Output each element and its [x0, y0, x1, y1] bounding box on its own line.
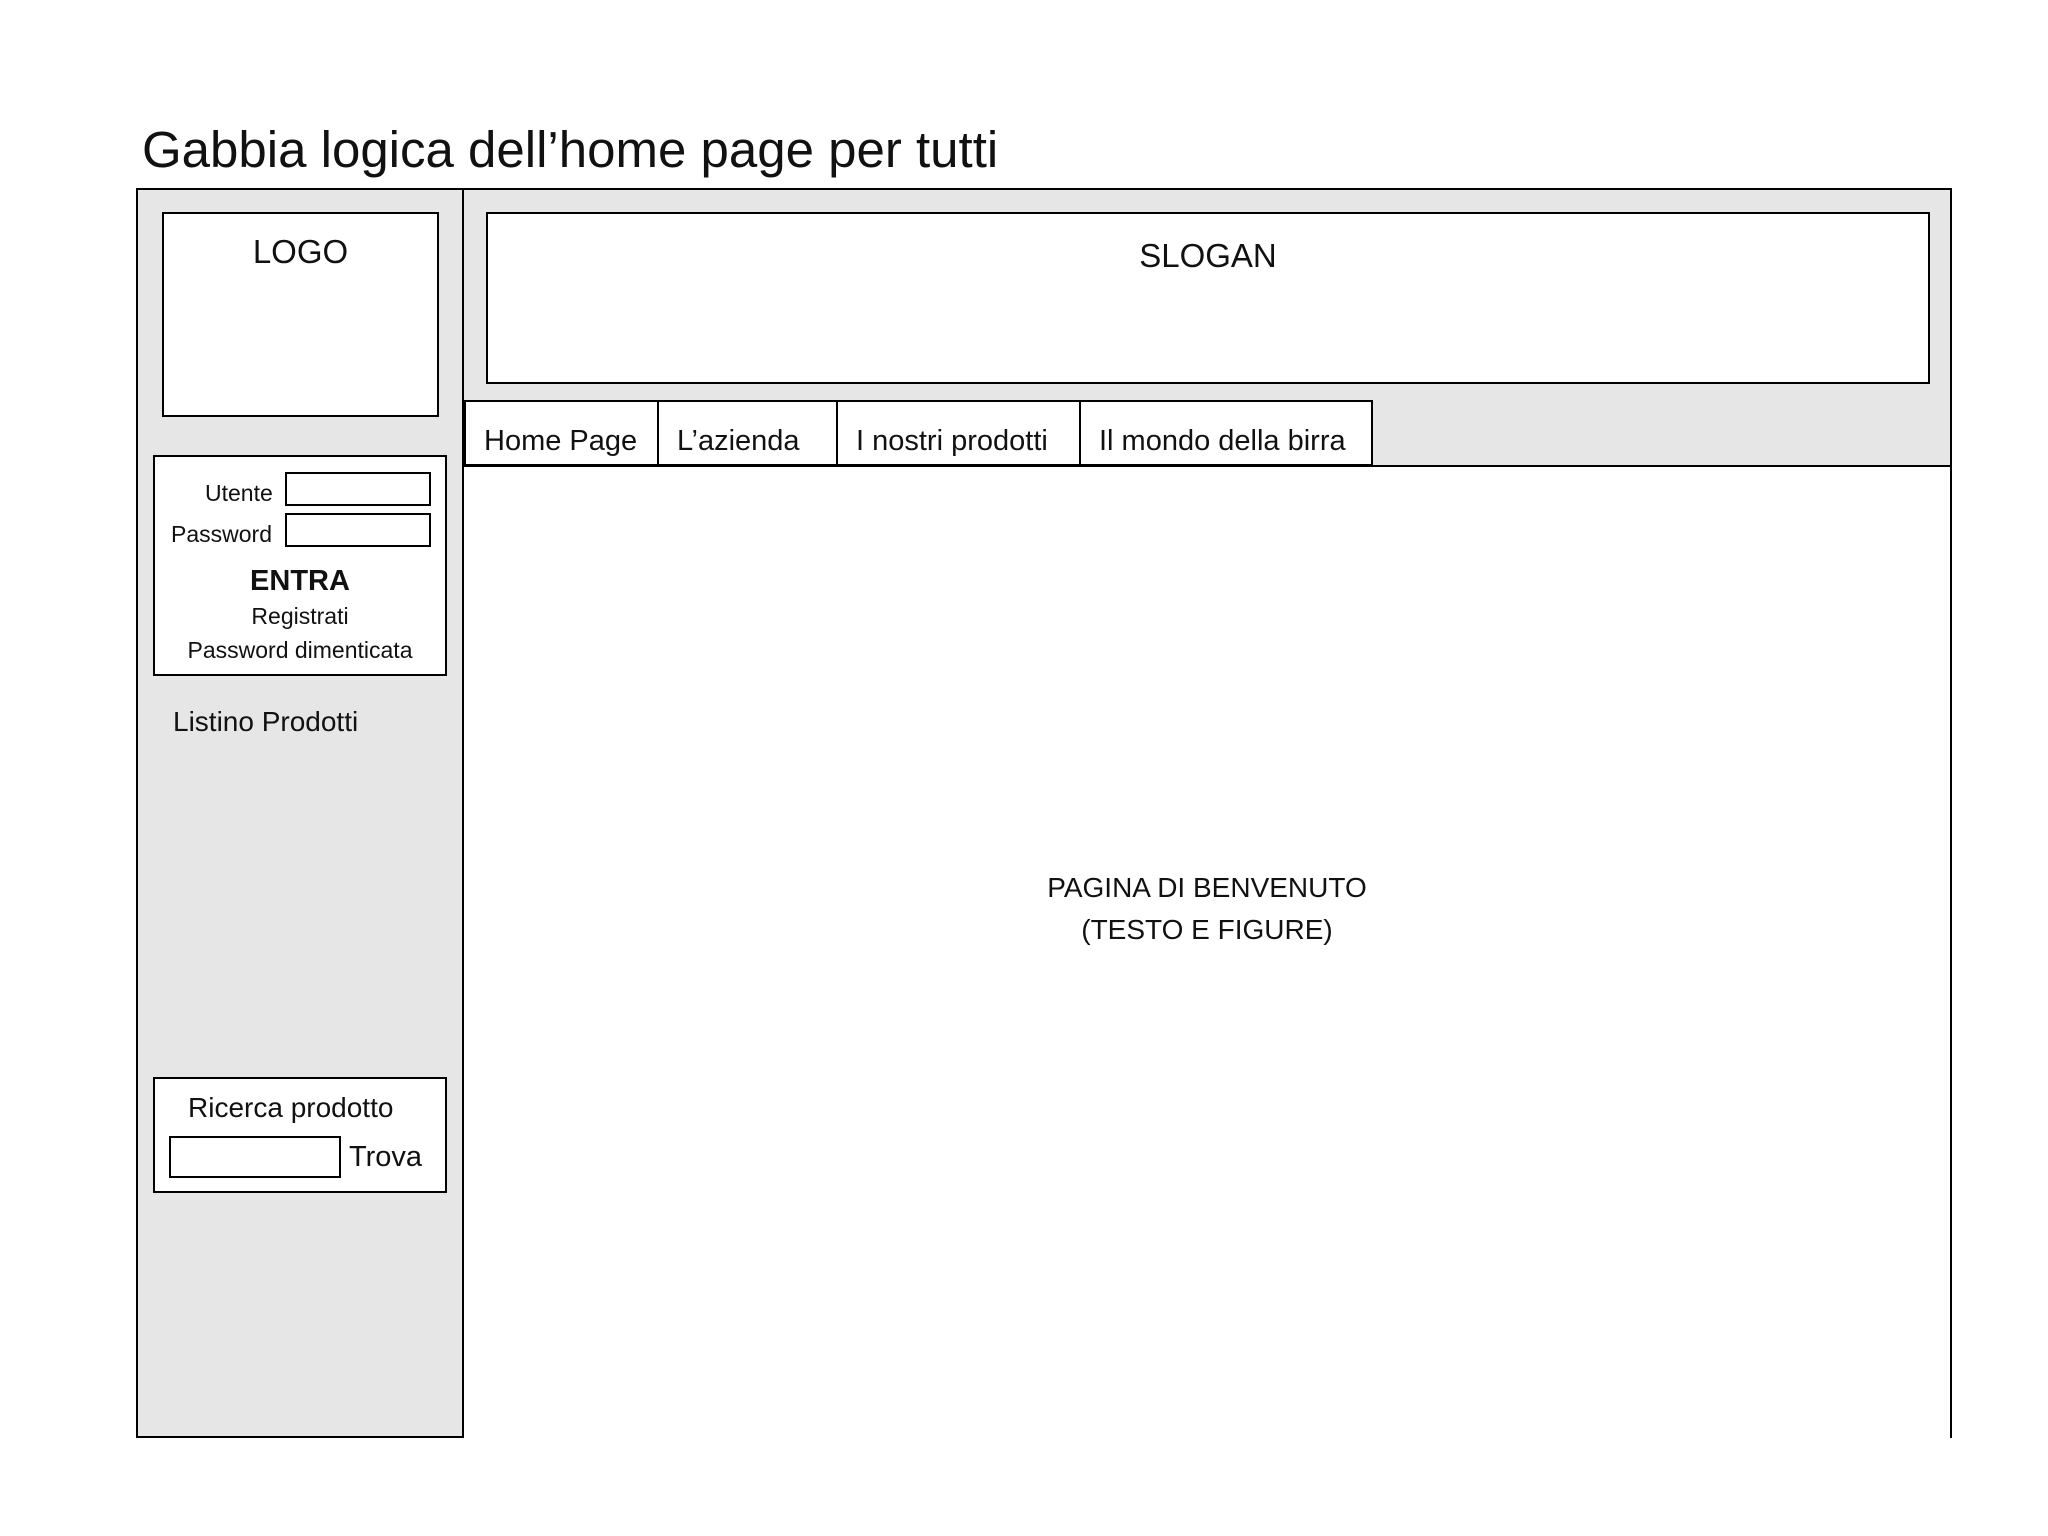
login-button[interactable]: ENTRA: [250, 565, 350, 597]
find-button[interactable]: Trova: [349, 1141, 423, 1173]
forgot-password-link[interactable]: Password dimenticata: [187, 637, 413, 663]
product-list-link[interactable]: Listino Prodotti: [173, 706, 359, 737]
tab-home-page[interactable]: Home Page: [464, 400, 659, 466]
logo-box[interactable]: [162, 212, 439, 417]
product-search-input[interactable]: [169, 1136, 341, 1178]
register-link[interactable]: Registrati: [251, 603, 349, 629]
page-title: Gabbia logica dell’home page per tutti: [142, 121, 999, 178]
product-search-title: Ricerca prodotto: [188, 1092, 394, 1123]
product-search-box: [153, 1077, 447, 1193]
password-field[interactable]: [285, 513, 431, 547]
welcome-content-area: [464, 465, 1950, 1438]
password-label: Password: [171, 521, 272, 547]
tab-our-products[interactable]: I nostri prodotti: [836, 400, 1081, 466]
username-field[interactable]: [285, 472, 431, 506]
slogan-label: SLOGAN: [1139, 237, 1277, 274]
slogan-box: [486, 212, 1930, 384]
logo-label: LOGO: [252, 233, 349, 270]
tab-beer-world[interactable]: Il mondo della birra: [1079, 400, 1373, 466]
homepage-wireframe: [136, 188, 1952, 1438]
login-box: [153, 455, 447, 676]
tab-company[interactable]: L’azienda: [657, 400, 838, 466]
username-label: Utente: [205, 480, 273, 506]
sidebar: [138, 190, 464, 1436]
welcome-page-label: PAGINA DI BENVENUTO: [1047, 872, 1367, 903]
welcome-content-note: (TESTO E FIGURE): [1081, 914, 1333, 945]
